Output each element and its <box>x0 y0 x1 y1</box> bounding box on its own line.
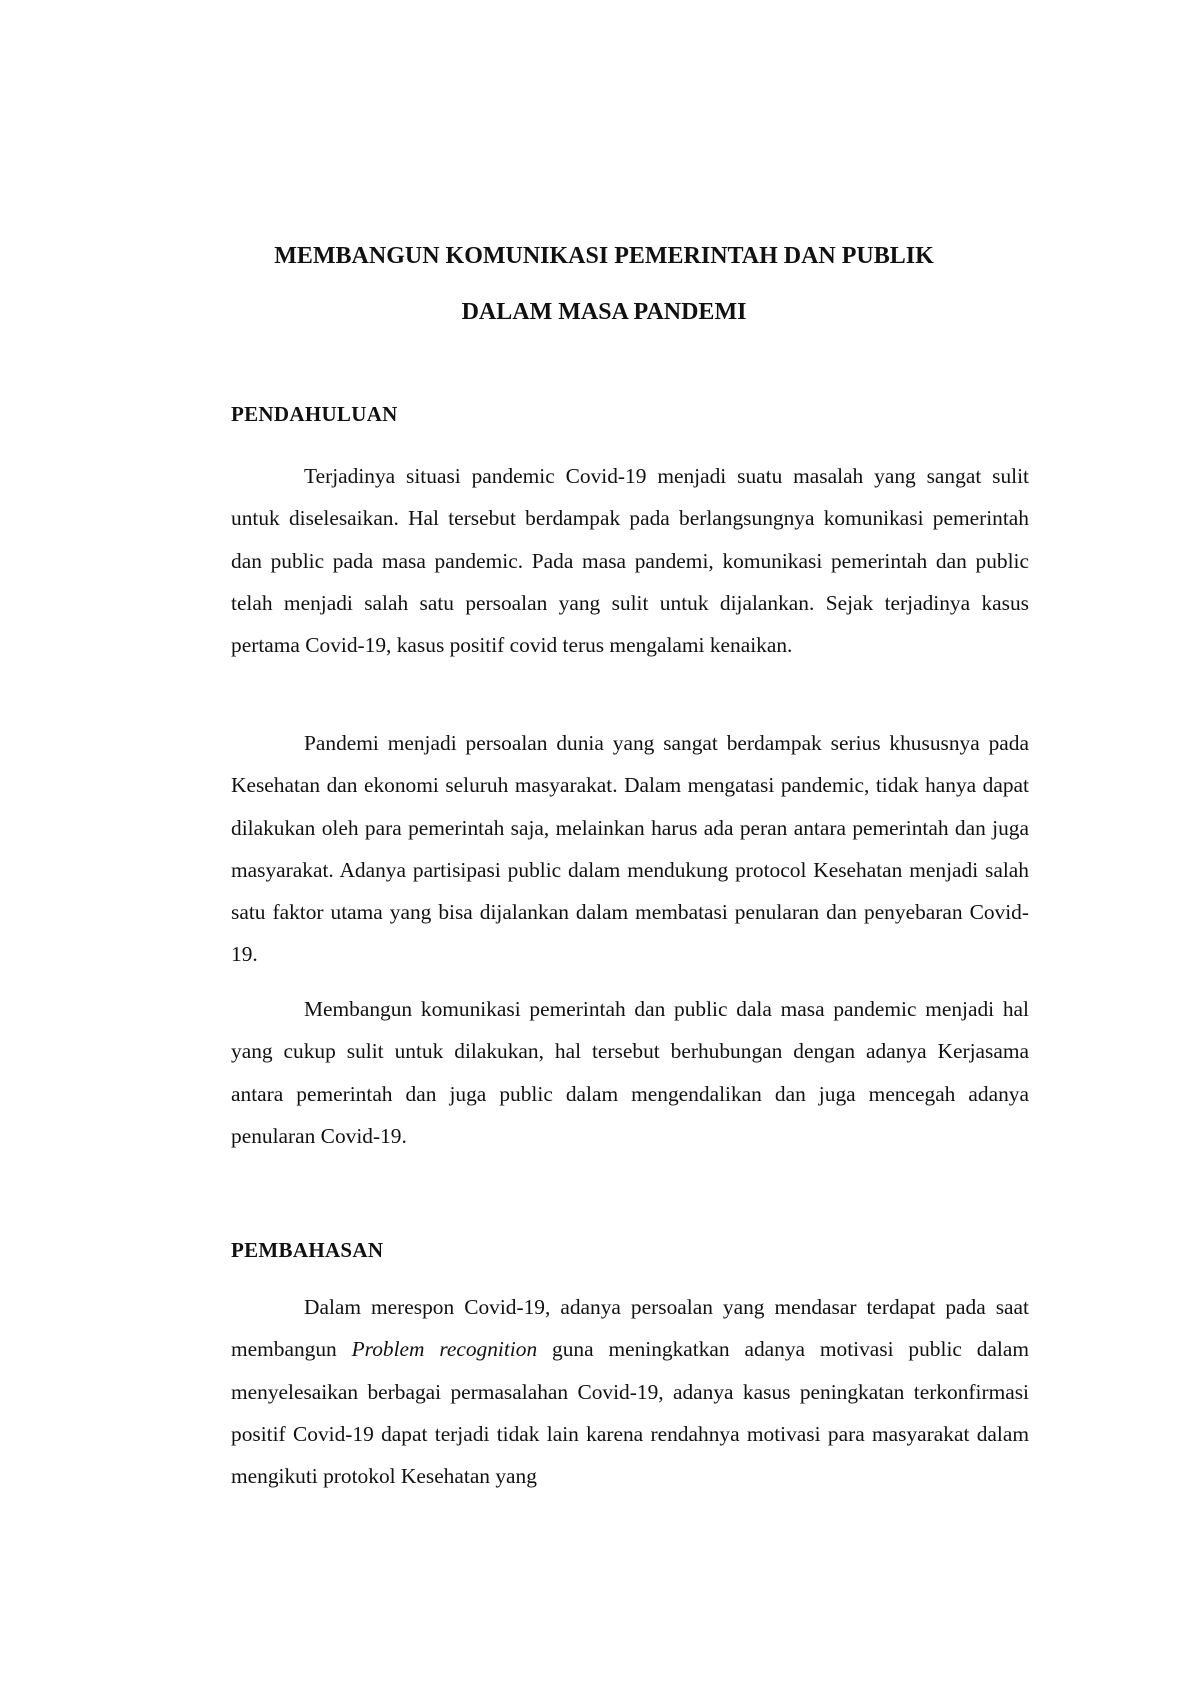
discussion-italic-term: Problem recognition <box>351 1337 538 1362</box>
title-line-2: DALAM MASA PANDEMI <box>461 299 747 325</box>
discussion-text-part-2: guna meningkatkan adanya motivasi public dalam menyelesaikan berbagai permasalahan Covid-19, adanya kasus peningkatan terkonfirmasi positif Covid-19 dapat terjadi tidak lain karena rendahnya motivasi para masyarakat dalam mengikuti protokol Kesehatan yang <box>231 1337 1030 1489</box>
document-title <box>180 228 1028 340</box>
title-line-1: MEMBANGUN KOMUNIKASI PEMERINTAH DAN PUBLIK <box>274 243 934 269</box>
section-heading-pembahasan: PEMBAHASAN <box>231 1238 384 1262</box>
intro-paragraph-3: Membangun komunikasi pemerintah dan public dala masa pandemic menjadi hal yang cukup sulit untuk dilakukan, hal tersebut berhubungan dengan adanya Kerjasama antara pemerintah dan juga public dalam mengendalikan dan juga mencegah adanya penularan Covid-19. <box>231 997 1029 1148</box>
intro-paragraph-1: Terjadinya situasi pandemic Covid-19 menjadi suatu masalah yang sangat sulit untuk diselesaikan. Hal tersebut berdampak pada berlangsungnya komunikasi pemerintah dan public pada masa pandemic. Pada masa pandemi, komunikasi pemerintah dan public telah menjadi salah satu persoalan yang sulit untuk dijalankan. Sejak terjadinya kasus pertama Covid-19, kasus positif covid terus mengalami kenaikan. <box>231 464 1029 658</box>
section-heading-pendahuluan: PENDAHULUAN <box>231 402 398 426</box>
discussion-paragraph-1 <box>231 1286 1029 1497</box>
intro-paragraph-2: Pandemi menjadi persoalan dunia yang sangat berdampak serius khususnya pada Kesehatan dan ekonomi seluruh masyarakat. Dalam mengatasi pandemic, tidak hanya dapat dilakukan oleh para pemerintah saja, melainkan harus ada peran antara pemerintah dan juga masyarakat. Adanya partisipasi public dalam mendukung protocol Kesehatan menjadi salah satu faktor utama yang bisa dijalankan dalam membatasi penularan dan penyebaran Covid-19. <box>231 731 1029 967</box>
discussion-text-part-1: Dalam merespon Covid-19, adanya persoalan yang mendasar terdapat pada saat membangun <box>231 1295 1029 1362</box>
